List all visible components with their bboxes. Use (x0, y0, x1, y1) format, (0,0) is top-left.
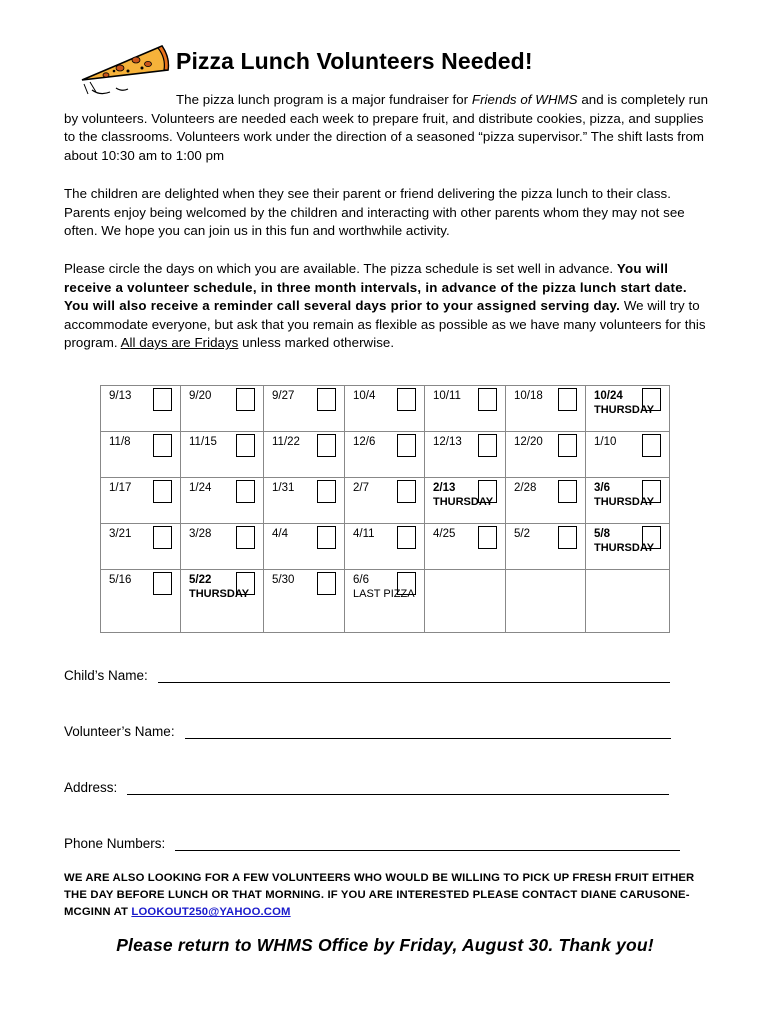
schedule-cell[interactable] (506, 432, 586, 478)
availability-checkbox[interactable] (397, 526, 416, 549)
availability-checkbox[interactable] (153, 526, 172, 549)
schedule-date: 6/6 (353, 574, 369, 586)
schedule-empty-cell (425, 570, 506, 633)
schedule-cell[interactable] (586, 386, 670, 432)
schedule-date: 5/16 (109, 574, 132, 586)
schedule-paragraph (64, 260, 714, 353)
availability-checkbox[interactable] (236, 480, 255, 503)
availability-checkbox[interactable] (642, 526, 661, 549)
schedule-date: 5/30 (272, 574, 295, 586)
schedule-row (101, 570, 670, 633)
schedule-empty-cell (586, 570, 670, 633)
contact-email-link[interactable]: LOOKOUT250@YAHOO.COM (131, 906, 291, 919)
page-title: Pizza Lunch Volunteers Needed! (176, 48, 533, 74)
volunteer-name-field[interactable] (64, 724, 671, 739)
schedule-date: 1/17 (109, 482, 132, 494)
schedule-cell[interactable] (101, 478, 181, 524)
closing-line: Please return to WHMS Office by Friday, August 30. Thank you! (116, 935, 654, 955)
availability-checkbox[interactable] (397, 434, 416, 457)
availability-checkbox[interactable] (236, 434, 255, 457)
intro-text-end: and is completely run by volunteers. Volunteers are needed each week to prepare fruit, and distribute cookies, pizza, and supplies to the classrooms. Volunteers work under the direction of a seasoned “pizza supervisor.” The shift lasts from about 10:30 am to 1:00 pm (64, 92, 709, 163)
availability-checkbox[interactable] (236, 572, 255, 595)
schedule-cell[interactable] (181, 478, 264, 524)
availability-checkbox[interactable] (397, 572, 416, 595)
availability-checkbox[interactable] (642, 388, 661, 411)
availability-checkbox[interactable] (317, 480, 336, 503)
schedule-cell[interactable] (425, 478, 506, 524)
schedule-cell[interactable] (425, 386, 506, 432)
availability-checkbox[interactable] (478, 526, 497, 549)
availability-checkbox[interactable] (642, 434, 661, 457)
availability-checkbox[interactable] (478, 434, 497, 457)
schedule-cell[interactable] (264, 524, 345, 570)
schedule-table (100, 385, 670, 633)
schedule-date: 11/8 (109, 436, 131, 448)
schedule-cell[interactable] (506, 386, 586, 432)
schedule-row (101, 524, 670, 570)
schedule-date: 3/21 (109, 528, 132, 540)
child-name-label: Child’s Name: (64, 668, 148, 683)
availability-checkbox[interactable] (153, 480, 172, 503)
volunteer-name-line[interactable] (185, 724, 671, 739)
schedule-date: 3/28 (189, 528, 212, 540)
schedule-date: 9/13 (109, 390, 132, 402)
schedule-cell[interactable] (345, 386, 425, 432)
schedule-date: 12/6 (353, 436, 376, 448)
availability-checkbox[interactable] (478, 480, 497, 503)
schedule-date: 5/22 (189, 574, 212, 586)
schedule-cell[interactable] (586, 432, 670, 478)
schedule-row (101, 386, 670, 432)
fridays-note: All days are Fridays (120, 335, 239, 351)
intro-paragraph (64, 91, 714, 165)
schedule-day-note: THURSDAY (594, 404, 655, 416)
schedule-cell[interactable] (101, 524, 181, 570)
schedule-rest: We will try to accommodate everyone, but ask that you remain as flexible as possible as we have many volunteers for this program. (64, 298, 706, 351)
availability-checkbox[interactable] (317, 434, 336, 457)
schedule-row (101, 432, 670, 478)
schedule-cell[interactable] (264, 386, 345, 432)
schedule-cell[interactable] (264, 478, 345, 524)
schedule-row (101, 478, 670, 524)
availability-checkbox[interactable] (397, 388, 416, 411)
schedule-date: 12/13 (433, 436, 462, 448)
schedule-day-note: THURSDAY (594, 496, 655, 508)
schedule-date: 4/25 (433, 528, 456, 540)
schedule-cell[interactable] (181, 386, 264, 432)
availability-checkbox[interactable] (478, 388, 497, 411)
schedule-tail: unless marked otherwise. (238, 335, 395, 351)
schedule-date: 4/11 (353, 528, 375, 540)
org-name: Friends of WHMS (471, 92, 578, 107)
schedule-day-note: LAST PIZZA (353, 588, 415, 600)
address-label: Address: (64, 780, 118, 795)
schedule-empty-cell (506, 570, 586, 633)
schedule-day-note: THURSDAY (189, 588, 250, 600)
fruit-note-text: WE ARE ALSO LOOKING FOR A FEW VOLUNTEERS WHO WOULD BE WILLING TO PICK UP FRESH FRUIT EITHER THE DAY BEFORE LUNCH OR THAT MORNING. IF YOU ARE INTERESTED PLEASE CONTACT DIANE CARUSONE-MCGINN AT (64, 872, 695, 919)
schedule-cell[interactable] (506, 524, 586, 570)
schedule-date: 11/15 (189, 436, 217, 448)
schedule-date: 2/28 (514, 482, 537, 494)
schedule-day-note: THURSDAY (594, 542, 655, 554)
schedule-date: 5/8 (594, 528, 610, 540)
availability-checkbox[interactable] (317, 388, 336, 411)
schedule-date: 3/6 (594, 482, 610, 494)
schedule-cell[interactable] (425, 524, 506, 570)
schedule-date: 5/2 (514, 528, 530, 540)
schedule-date: 12/20 (514, 436, 543, 448)
schedule-cell[interactable] (345, 432, 425, 478)
schedule-cell[interactable] (345, 570, 425, 633)
schedule-date: 9/20 (189, 390, 212, 402)
schedule-cell[interactable] (345, 478, 425, 524)
phone-field[interactable] (64, 836, 680, 851)
schedule-cell[interactable] (101, 432, 181, 478)
schedule-bold-notice: You will receive a volunteer schedule, in three month intervals, in advance of the pizza lunch start date. You will also receive a reminder call several days prior to your assigned serving day. (64, 261, 687, 314)
schedule-date: 11/22 (272, 436, 300, 448)
schedule-cell[interactable] (181, 570, 264, 633)
availability-checkbox[interactable] (153, 434, 172, 457)
availability-checkbox[interactable] (153, 572, 172, 595)
schedule-date: 10/18 (514, 390, 543, 402)
schedule-date: 1/24 (189, 482, 212, 494)
schedule-cell[interactable] (586, 478, 670, 524)
availability-checkbox[interactable] (558, 480, 577, 503)
schedule-cell[interactable] (506, 478, 586, 524)
schedule-lead: Please circle the days on which you are available. The pizza schedule is set well in advance. (64, 261, 617, 276)
schedule-cell[interactable] (101, 570, 181, 633)
phone-line[interactable] (175, 836, 680, 851)
schedule-date: 1/31 (272, 482, 295, 494)
schedule-cell[interactable] (101, 386, 181, 432)
availability-checkbox[interactable] (397, 480, 416, 503)
children-paragraph: The children are delighted when they see their parent or friend delivering the pizza lunch to their class. Parents enjoy being welcomed by the children and interacting with other parents whom they may not see often. We hope you can join us in this fun and worthwhile activity. (64, 186, 685, 239)
schedule-date: 1/10 (594, 436, 617, 448)
availability-checkbox[interactable] (153, 388, 172, 411)
intro-text-start: The pizza lunch program is a major fundraiser for (176, 92, 472, 107)
availability-checkbox[interactable] (558, 388, 577, 411)
schedule-cell[interactable] (345, 524, 425, 570)
schedule-cell[interactable] (181, 524, 264, 570)
schedule-day-note: THURSDAY (433, 496, 494, 508)
schedule-date: 2/7 (353, 482, 369, 494)
volunteer-name-label: Volunteer’s Name: (64, 724, 175, 739)
schedule-cell[interactable] (181, 432, 264, 478)
child-name-line[interactable] (158, 668, 670, 683)
availability-checkbox[interactable] (236, 388, 255, 411)
schedule-date: 2/13 (433, 482, 456, 494)
schedule-date: 10/24 (594, 390, 623, 402)
schedule-date: 9/27 (272, 390, 295, 402)
phone-label: Phone Numbers: (64, 836, 166, 851)
availability-checkbox[interactable] (236, 526, 255, 549)
schedule-cell[interactable] (586, 524, 670, 570)
child-name-field[interactable] (64, 668, 670, 683)
address-line[interactable] (127, 780, 669, 795)
availability-checkbox[interactable] (558, 434, 577, 457)
availability-checkbox[interactable] (642, 480, 661, 503)
availability-checkbox[interactable] (317, 572, 336, 595)
schedule-cell[interactable] (264, 570, 345, 633)
schedule-cell[interactable] (264, 432, 345, 478)
fruit-volunteer-note (64, 870, 714, 922)
schedule-date: 10/4 (353, 390, 376, 402)
availability-checkbox[interactable] (558, 526, 577, 549)
schedule-date: 4/4 (272, 528, 288, 540)
schedule-date: 10/11 (433, 390, 461, 402)
address-field[interactable] (64, 780, 669, 795)
availability-checkbox[interactable] (317, 526, 336, 549)
schedule-cell[interactable] (425, 432, 506, 478)
